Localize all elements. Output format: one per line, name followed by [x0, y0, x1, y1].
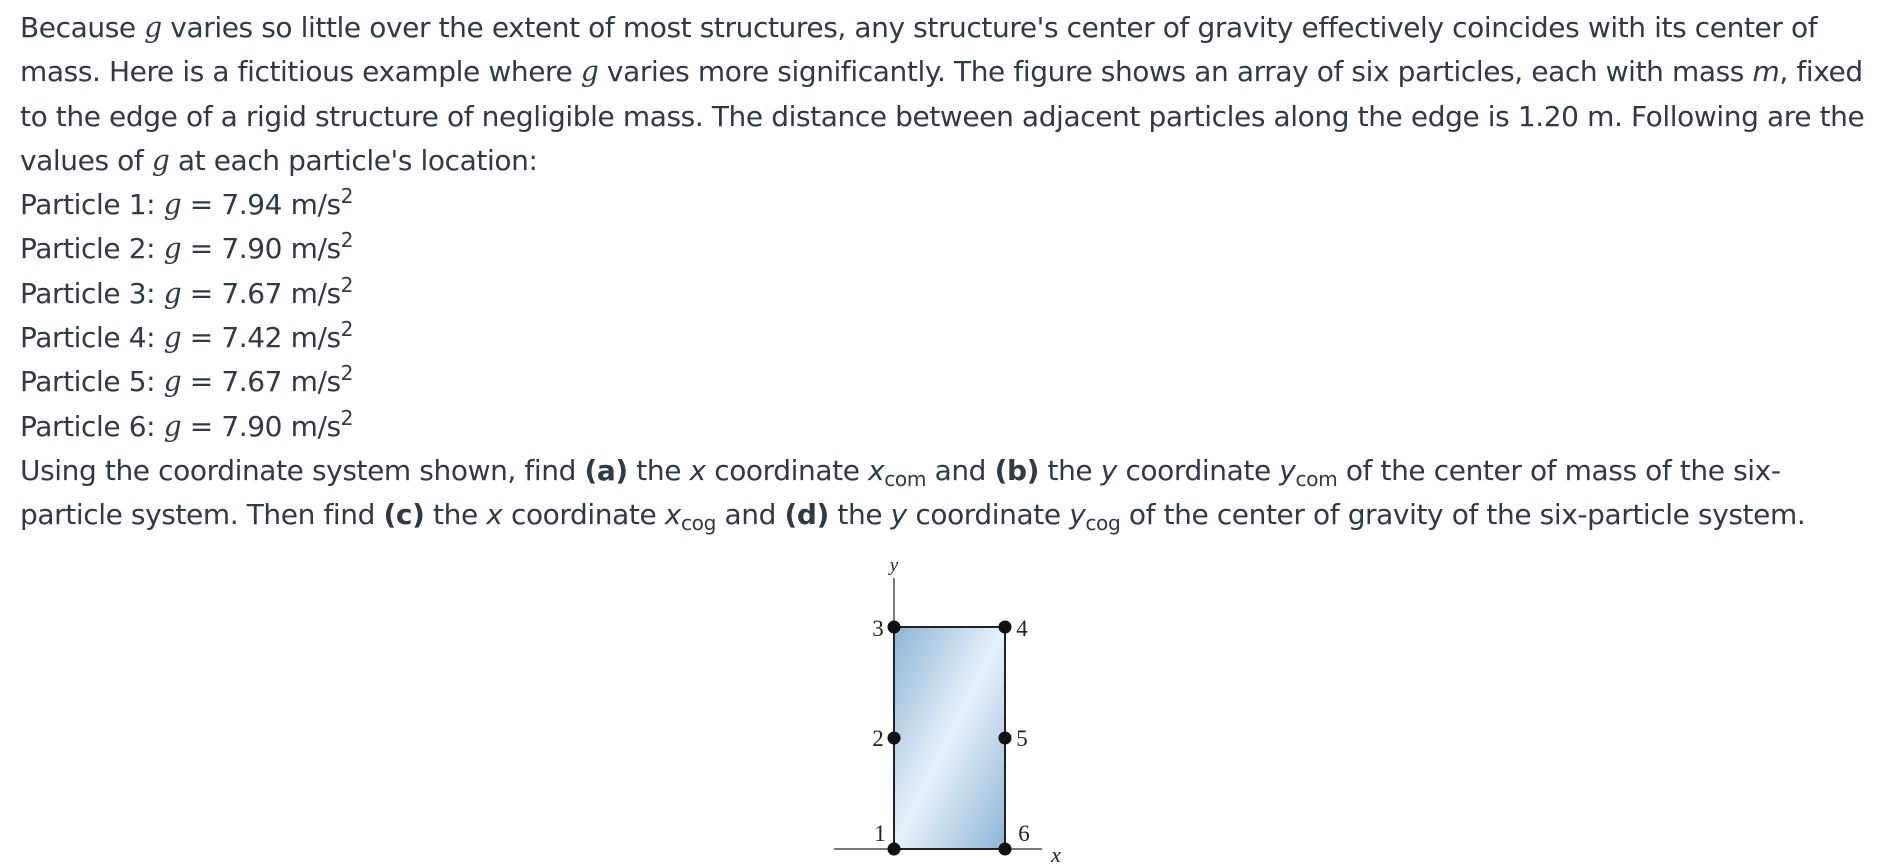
unit-exponent: 2	[340, 317, 354, 341]
particle-label-1: 1	[874, 821, 886, 846]
xcom-symbol: x	[868, 453, 885, 487]
g-symbol: g	[163, 188, 182, 222]
unit-exponent: 2	[340, 228, 354, 253]
particle-label: Particle 4:	[20, 321, 156, 355]
question-text: the	[424, 498, 487, 532]
part-d-label: (d)	[784, 498, 829, 532]
problem-text	[20, 6, 1878, 538]
part-a-label: (a)	[584, 453, 628, 487]
question-text: coordinate	[1116, 453, 1280, 487]
question-text: the	[828, 498, 891, 532]
unit-exponent: 2	[340, 405, 354, 430]
particle-4	[999, 621, 1012, 634]
g-symbol: g	[163, 409, 182, 443]
question-text: of the center of gravity of the six-particle system.	[1120, 498, 1806, 532]
intro-text: varies so little over the extent of most structures, any structure's center of gravity effectively coincides with its center of mass. Here is a fictitious example where	[20, 11, 1818, 89]
particle-label: Particle 3:	[20, 276, 156, 310]
figure-svg	[820, 548, 1100, 868]
particle-g-value: = 7.67 m/s	[181, 276, 341, 310]
ycog-subscript: cog	[1085, 511, 1121, 536]
intro-text: Because	[20, 11, 145, 44]
particle-line-1	[20, 183, 1878, 227]
particle-label: Particle 1:	[20, 188, 156, 222]
ycom-symbol: y	[1279, 453, 1296, 487]
x-symbol: x	[486, 498, 503, 532]
intro-text: , fixed to the edge of a rigid structure of negligible mass. The distance between adjacent particles along the edge is 1.20 m. Following are the values of	[20, 55, 1865, 177]
problem-question	[20, 449, 1878, 538]
mass-symbol: m	[1752, 55, 1780, 89]
question-text: Using the coordinate system shown, find	[20, 453, 585, 487]
particle-label: Particle 5:	[20, 365, 156, 399]
particle-5	[999, 732, 1012, 745]
particle-g-value: = 7.90 m/s	[181, 409, 341, 443]
particle-line-6	[20, 405, 1878, 449]
g-symbol: g	[163, 365, 182, 399]
question-text: coordinate	[502, 498, 665, 532]
unit-exponent: 2	[340, 361, 354, 386]
particle-label: Particle 6:	[20, 409, 156, 443]
particle-label-5: 5	[1016, 726, 1028, 751]
particle-g-value: = 7.67 m/s	[181, 365, 341, 399]
xcog-symbol: x	[664, 498, 681, 532]
question-text: and	[926, 453, 995, 487]
particle-label: Particle 2:	[20, 232, 156, 266]
particle-3	[888, 621, 901, 634]
particle-g-value: = 7.90 m/s	[181, 232, 341, 266]
xcom-subscript: com	[884, 467, 927, 492]
intro-text: varies more significantly. The figure shows an array of six particles, each with mass	[598, 55, 1753, 89]
particle-g-value: = 7.94 m/s	[181, 188, 341, 222]
particle-line-2	[20, 227, 1878, 271]
particle-label-2: 2	[872, 726, 884, 751]
ycog-symbol: y	[1069, 498, 1086, 532]
particle-2	[888, 732, 901, 745]
ycom-subscript: com	[1295, 467, 1338, 492]
xcog-subscript: cog	[680, 511, 716, 536]
problem-intro	[20, 6, 1878, 183]
question-text: the	[627, 453, 690, 487]
y-symbol: y	[890, 498, 907, 532]
particle-1	[888, 843, 901, 856]
particle-label-6: 6	[1018, 821, 1030, 846]
y-axis-label: y	[889, 555, 899, 576]
question-text: the	[1039, 453, 1101, 487]
g-symbol: g	[163, 276, 182, 310]
g-symbol: g	[163, 232, 182, 266]
particle-label-4: 4	[1016, 616, 1028, 641]
part-b-label: (b)	[994, 453, 1039, 487]
g-symbol: g	[163, 321, 182, 355]
particle-label-3: 3	[872, 616, 884, 641]
particle-line-3	[20, 272, 1878, 316]
g-symbol: g	[580, 55, 599, 89]
rigid-structure	[894, 627, 1005, 849]
y-symbol: y	[1100, 453, 1117, 487]
unit-exponent: 2	[340, 184, 354, 209]
g-symbol: g	[151, 143, 170, 177]
particle-figure	[820, 548, 1100, 868]
x-axis-label: x	[1051, 842, 1061, 867]
particle-line-5	[20, 360, 1878, 404]
question-text: coordinate	[705, 453, 869, 487]
question-text: of the center of mass of the six-particle system. Then find	[20, 453, 1781, 532]
particle-6	[999, 843, 1012, 856]
part-c-label: (c)	[383, 498, 425, 532]
g-symbol: g	[144, 11, 162, 44]
x-symbol: x	[689, 453, 706, 487]
question-text: coordinate	[906, 498, 1070, 532]
particle-line-4	[20, 316, 1878, 360]
particle-g-value: = 7.42 m/s	[181, 321, 341, 355]
intro-text: at each particle's location:	[169, 143, 538, 177]
unit-exponent: 2	[340, 272, 354, 297]
question-text: and	[715, 498, 785, 532]
